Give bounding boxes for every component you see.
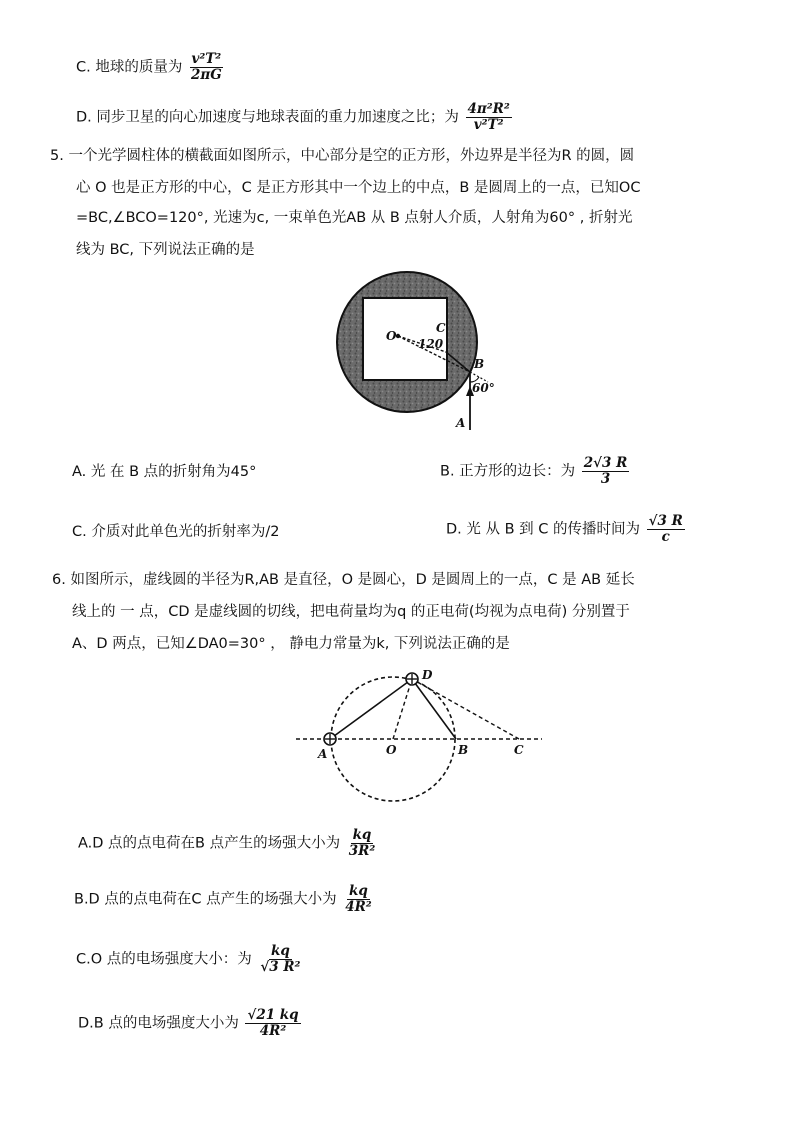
label-b: B xyxy=(458,743,469,757)
fraction-numerator: kq xyxy=(349,883,368,899)
q6-stem-line-1: 6. 如图所示，虚线圆的半径为R,AB 是直径，O 是圆心，D 是圆周上的一点，C 是 AB 延长 xyxy=(52,572,635,588)
q5-option-d-fraction xyxy=(647,514,685,545)
label-angle-60: 60° xyxy=(472,381,495,395)
q5-stem-line-4: 线为 BC, 下列说法正确的是 xyxy=(76,242,255,258)
fraction-denominator: 4R² xyxy=(259,1023,287,1039)
q6-stem-line-3: A、D 两点，已知∠DA0=30° ， 静电力常量为k, 下列说法正确的是 xyxy=(72,636,510,652)
fraction-denominator: 4R² xyxy=(345,899,372,915)
q6-figure xyxy=(290,664,550,814)
label-c: C xyxy=(436,321,446,335)
q6-option-d-fraction xyxy=(245,1008,300,1039)
q5-option-a: A. 光 在 B 点的折射角为45° xyxy=(72,464,257,480)
fraction-denominator: 2πG xyxy=(190,67,222,83)
fraction-denominator: v²T² xyxy=(473,117,504,133)
q6-option-a-fraction xyxy=(347,828,378,859)
fraction-denominator: c xyxy=(661,529,670,545)
q6-option-b xyxy=(74,884,374,915)
q6-option-c-text: C.O 点的电场强度大小：为 xyxy=(76,951,252,968)
label-c: C xyxy=(514,743,524,757)
q5-stem-line-3: =BC,∠BCO=120°, 光速为c, 一束单色光AB 从 B 点射人介质，人射角为60° , 折射光 xyxy=(76,210,633,226)
q4-option-d-text: D. 同步卫星的向心加速度与地球表面的重力加速度之比；为 xyxy=(76,109,459,126)
q6-option-d-text: D.B 点的电场强度大小为 xyxy=(78,1015,239,1032)
q6-option-b-text: B.D 点的点电荷在C 点产生的场强大小为 xyxy=(74,891,337,908)
q5-option-d-text: D. 光 从 B 到 C 的传播时间为 xyxy=(446,521,641,538)
q4-option-c xyxy=(76,52,224,83)
line-ad xyxy=(330,679,412,739)
fraction-denominator: 3 xyxy=(600,471,611,487)
q6-option-c-fraction xyxy=(258,944,302,975)
q4-option-d xyxy=(76,102,512,133)
q6-option-a xyxy=(78,828,377,859)
label-b: B xyxy=(474,357,485,371)
fraction-denominator: 3R² xyxy=(348,843,376,859)
fraction-numerator: 2√3 R xyxy=(583,455,628,471)
q5-option-b-fraction xyxy=(582,456,630,487)
label-angle-120: 120 xyxy=(418,337,444,351)
q5-stem-line-2: 心 O 也是正方形的中心，C 是正方形其中一个边上的中点，B 是圆周上的一点，已知OC xyxy=(76,180,641,196)
fraction-numerator: 4π²R² xyxy=(467,101,510,117)
fraction-denominator: √3 R² xyxy=(260,959,301,975)
q5-stem-line-1: 5. 一个光学圆柱体的横截面如图所示，中心部分是空的正方形，外边界是半径为R 的圆，圆 xyxy=(50,148,635,164)
fraction-numerator: kq xyxy=(352,827,372,843)
fraction-numerator: √21 kq xyxy=(247,1007,299,1023)
positive-charge-a-icon xyxy=(324,733,336,745)
fraction-numerator: √3 R xyxy=(648,513,683,529)
label-a: A xyxy=(318,747,328,761)
positive-charge-d-icon xyxy=(406,673,418,685)
line-bd xyxy=(412,679,456,739)
q5-option-c: C. 介质对此单色光的折射率为/2 xyxy=(72,524,280,540)
q5-option-b xyxy=(440,456,629,487)
fraction-numerator: v²T² xyxy=(191,51,222,67)
q4-option-d-fraction xyxy=(466,102,512,133)
q4-option-c-text: C. 地球的质量为 xyxy=(76,59,183,76)
q5-option-b-text: B. 正方形的边长：为 xyxy=(440,463,576,480)
q6-stem-line-2: 线上的 一 点，CD 是虚线圆的切线，把电荷量均为q 的正电荷(均视为点电荷) 分别置于 xyxy=(72,604,630,620)
q6-option-b-fraction xyxy=(343,884,374,915)
point-o xyxy=(396,334,400,338)
label-d: D xyxy=(422,668,433,682)
label-o: O xyxy=(386,329,397,343)
line-od xyxy=(393,679,412,739)
q5-option-d xyxy=(446,514,685,545)
q5-figure xyxy=(330,268,500,438)
q4-option-c-fraction xyxy=(189,52,224,83)
label-o: O xyxy=(386,743,397,757)
fraction-numerator: kq xyxy=(271,943,290,959)
q6-option-c xyxy=(76,944,302,975)
label-a: A xyxy=(456,416,466,430)
q6-option-a-text: A.D 点的点电荷在B 点产生的场强大小为 xyxy=(78,835,341,852)
q6-option-d xyxy=(78,1008,301,1039)
tangent-line-cd xyxy=(412,679,519,739)
